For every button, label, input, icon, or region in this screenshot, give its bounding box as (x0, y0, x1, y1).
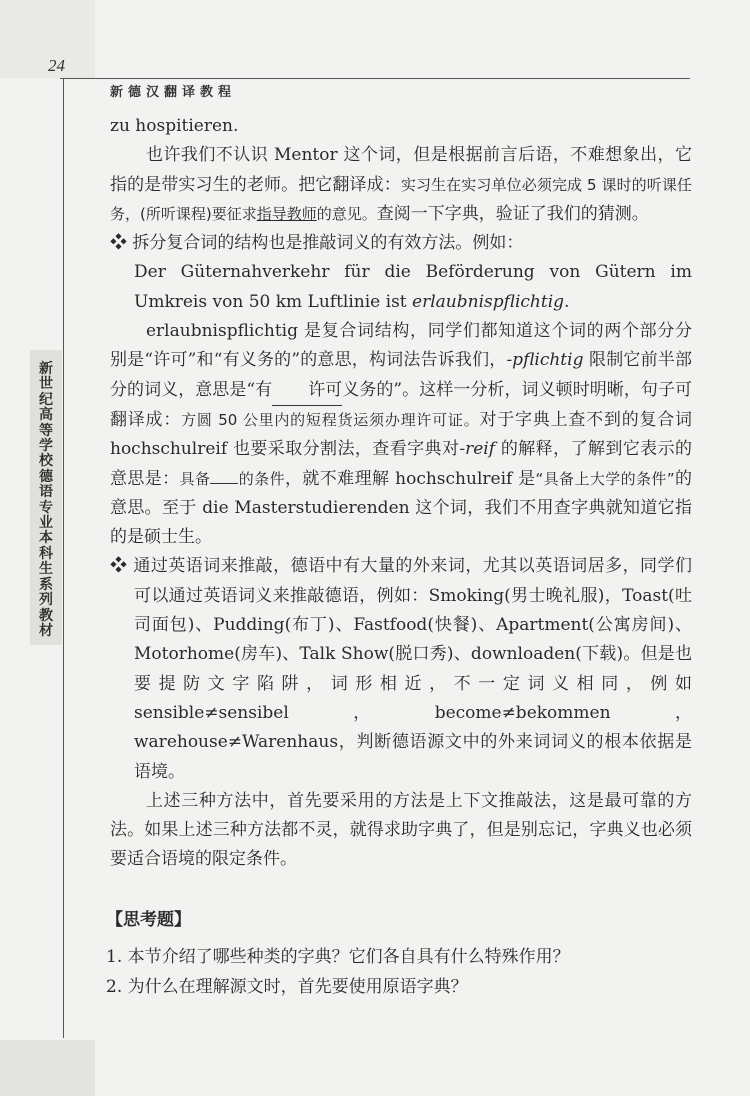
exercise-question: 1. 本节介绍了哪些种类的字典？它们各自具有什么特殊作用？ (106, 947, 570, 967)
page-corner-shade (0, 1040, 95, 1096)
paragraph: 上述三种方法中，首先要采用的方法是上下文推敲法，这是最可靠的方法。如果上述三种方法都不灵，就得求助字典了，但是别忘记，字典义也必须要适合语境的限定条件。 (110, 790, 692, 870)
underlined-term: 指导教师 (256, 204, 317, 223)
german-example: Der Güternahverkehr für die Beförderung von Gütern im Umkreis von 50 km Luftlinie ist erlaubnispflichtig. (134, 262, 692, 312)
paragraph: 也许我们不认识 Mentor 这个词，但是根据前言后语，不难想象出，它指的是带实习生的老师。把它翻译成：实习生在实习单位必须完成 5 课时的听课任务，(所听课程)要征求指导教师的意见。查阅一下字典，验证了我们的猜测。 (110, 145, 693, 224)
left-margin-rule (63, 78, 64, 1038)
running-title: 新德汉翻译教程 (110, 85, 237, 100)
paragraph: zu hospitieren. (110, 116, 239, 136)
exercise-section-title: 【思考题】 (106, 910, 191, 930)
header-rule (60, 78, 690, 79)
bullet-item: ❖ 拆分复合词的结构也是推敲词义的有效方法。例如： (110, 233, 524, 254)
page-number: 24 (48, 56, 65, 75)
paragraph: erlaubnispflichtig 是复合词结构，同学们都知道这个词的两个部分分别是“许可”和“有义务的”的意思，构词法告诉我们，-pflichtig 限制它前半部分的词义，意思是“有 许可义务的”。这样一分析，词义顿时明晰，句子可翻译成：方圆 50 公里内的短程货运须办理许可证。对于字典上查不到的复合词 hochschulreif 也要采取分割法，查看字典对-reif 的解释，了解到它表示的意思是：具备 的条件，就不难理解 hochschulreif 是“具备上大学的条件”的意思。至于 die Masterstudierenden 这个词，我们不用查字典就知道它指的是硕士生。 (110, 321, 693, 548)
bullet-item: ❖ 通过英语词来推敲，德语中有大量的外来词，尤其以英语词居多，同学们可以通过英语词义来推敲德语，例如：Smoking(男士晚礼服)，Toast(吐司面包)、Pudding(布丁)、Fastfood(快餐)、Apartment(公寓房间)、Motorhome(房车)、Talk Show(脱口秀)、downloaden(下载)。但是也要提防文字陷阱，词形相近，不一定词义相同，例如 sensible≠sensibel，become≠bekommen，warehouse≠Warenhaus，判断德语源文中的外来词词义的根本依据是语境。 (110, 556, 692, 782)
side-series-label: 新世纪高等学校德语专业本科生系列教材 (39, 361, 53, 639)
fill-blank (210, 483, 238, 484)
fill-blank: 许可 (272, 376, 342, 406)
main-text (110, 112, 692, 875)
exercise-question: 2. 为什么在理解源文时，首先要使用原语字典？ (106, 977, 468, 997)
